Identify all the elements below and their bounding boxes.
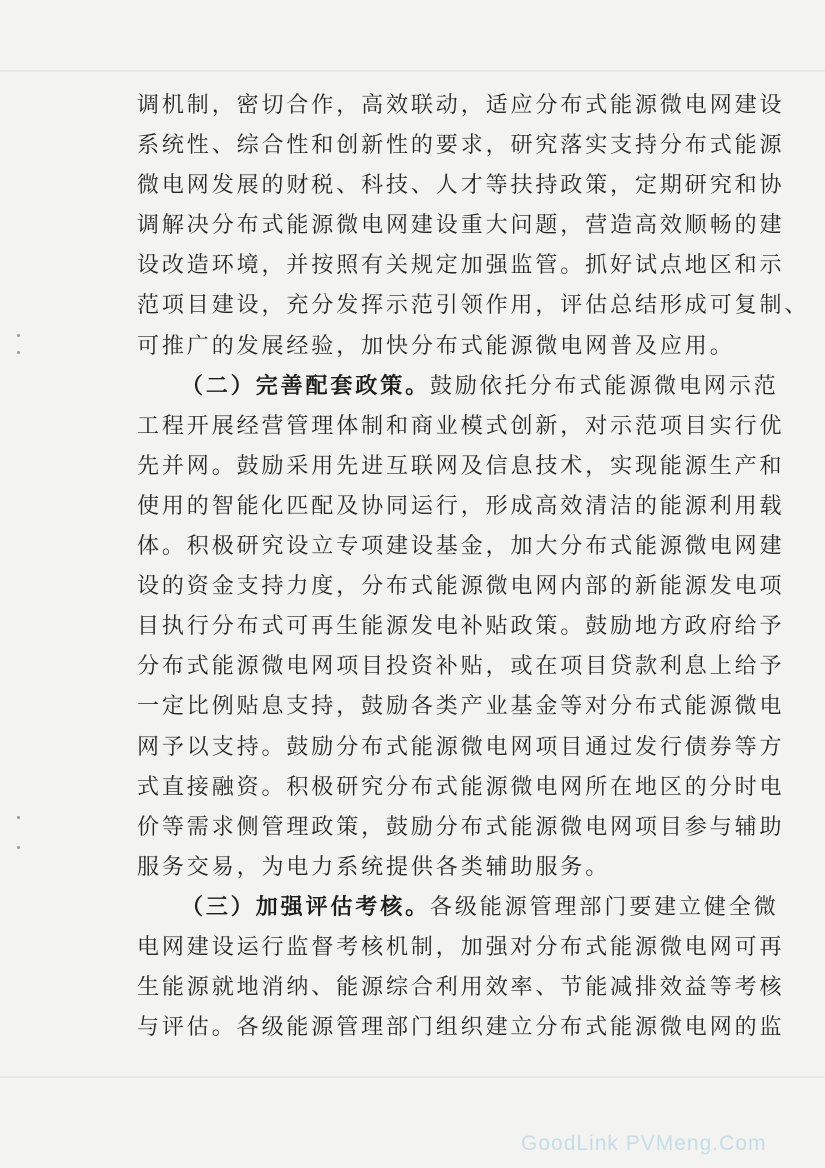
text-line: 目执行分布式可再生能源发电补贴政策。鼓励地方政府给予 bbox=[137, 614, 785, 640]
paragraph-first-line bbox=[137, 367, 779, 407]
text-line: 使用的智能化匹配及协同运行，形成高效清洁的能源利用载 bbox=[137, 493, 785, 519]
paragraph-2 bbox=[137, 367, 785, 888]
paragraph-lead-text: 各级能源管理部门要建立健全微 bbox=[430, 894, 779, 920]
site-watermark: GoodLink PVMeng.Com bbox=[521, 1132, 767, 1155]
paragraph-first-line bbox=[137, 888, 779, 928]
text-line: 工程开展经营管理体制和商业模式创新，对示范项目实行优 bbox=[137, 413, 785, 439]
text-line: 生能源就地消纳、能源综合利用效率、节能减排效益等考核 bbox=[137, 975, 785, 1001]
text-line: 一定比例贴息支持，鼓励各类产业基金等对分布式能源微电 bbox=[137, 694, 785, 720]
scan-edge-top bbox=[0, 70, 825, 72]
text-line: 服务交易，为电力系统提供各类辅助服务。 bbox=[137, 854, 611, 880]
text-line: 调机制，密切合作，高效联动，适应分布式能源微电网建设 bbox=[137, 93, 785, 118]
text-line: 网予以支持。鼓励分布式能源微电网项目通过发行债券等方 bbox=[137, 734, 785, 760]
margin-speck bbox=[17, 334, 20, 337]
text-line: 分布式能源微电网项目投资补贴，或在项目贷款利息上给予 bbox=[137, 654, 785, 680]
margin-speck bbox=[17, 351, 20, 354]
text-line: 式直接融资。积极研究分布式能源微电网所在地区的分时电 bbox=[137, 774, 785, 800]
text-line: 调解决分布式能源微电网建设重大问题，营造高效顺畅的建 bbox=[137, 213, 785, 239]
section-heading-2: （二）完善配套政策。 bbox=[181, 373, 431, 399]
paragraph-1 bbox=[137, 86, 810, 367]
section-heading-3: （三）加强评估考核。 bbox=[181, 894, 431, 920]
paragraph-lead-text: 鼓励依托分布式能源微电网示范 bbox=[430, 373, 779, 399]
text-line: 范项目建设，充分发挥示范引领作用，评估总结形成可复制、 bbox=[137, 293, 810, 319]
scan-edge-bottom bbox=[0, 1076, 825, 1078]
text-line: 设改造环境，并按照有关规定加强监管。抓好试点地区和示 bbox=[137, 253, 785, 279]
text-line: 可推广的发展经验，加快分布式能源微电网普及应用。 bbox=[137, 333, 735, 359]
text-line: 系统性、综合性和创新性的要求，研究落实支持分布式能源 bbox=[137, 133, 785, 159]
text-line: 微电网发展的财税、科技、人才等扶持政策，定期研究和协 bbox=[137, 173, 785, 199]
text-line: 价等需求侧管理政策，鼓励分布式能源微电网项目参与辅助 bbox=[137, 814, 785, 840]
margin-speck bbox=[17, 846, 20, 849]
document-body bbox=[137, 86, 810, 1048]
margin-speck bbox=[17, 816, 20, 819]
text-line: 电网建设运行监督考核机制，加强对分布式能源微电网可再 bbox=[137, 934, 785, 960]
text-line: 先并网。鼓励采用先进互联网及信息技术，实现能源生产和 bbox=[137, 453, 785, 479]
text-line: 设的资金支持力度，分布式能源微电网内部的新能源发电项 bbox=[137, 574, 785, 600]
text-line: 与评估。各级能源管理部门组织建立分布式能源微电网的监 bbox=[137, 1015, 785, 1041]
paragraph-3 bbox=[137, 888, 785, 1048]
text-line: 体。积极研究设立专项建设基金，加大分布式能源微电网建 bbox=[137, 534, 785, 560]
